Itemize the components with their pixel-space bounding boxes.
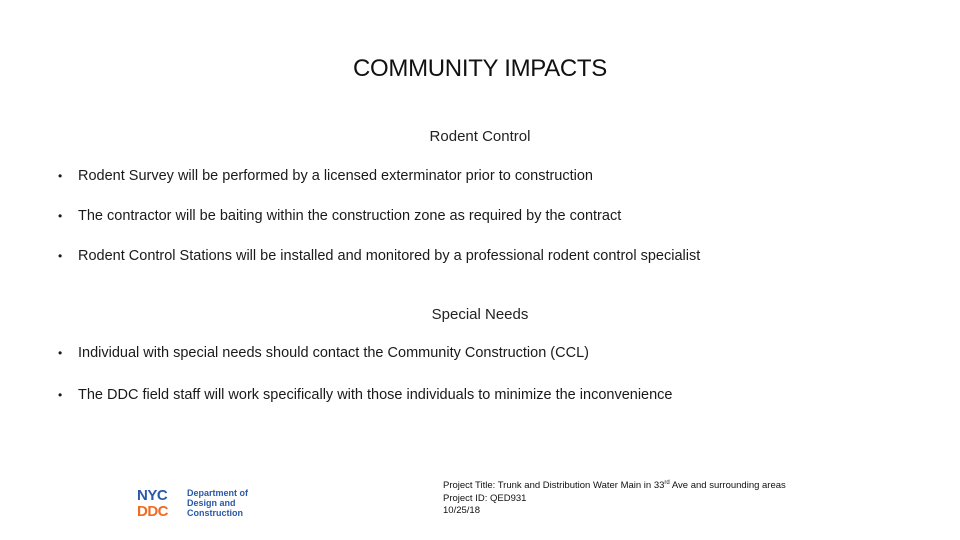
bullet-item (58, 387, 673, 403)
project-title-text-end: Ave and surrounding areas (669, 480, 786, 491)
project-date: 10/25/18 (443, 505, 480, 516)
bullet-item (58, 248, 700, 264)
bullet-text: The contractor will be baiting within the construction zone as required by the contract (78, 208, 622, 224)
bullet-marker: • (58, 346, 63, 360)
logo-nyc-text: NYC (137, 487, 168, 504)
section-heading-rodent-control: Rodent Control (429, 128, 531, 145)
project-id: Project ID: QED931 (443, 492, 527, 504)
bullet-marker: • (58, 209, 63, 223)
bullet-item (58, 345, 589, 361)
project-title-text: Project Title: Trunk and Distribution Water Main in 33 (443, 480, 665, 491)
section-heading-special-needs: Special Needs (431, 306, 529, 323)
logo-dept-line1: Department of (187, 488, 249, 498)
project-title (443, 480, 786, 493)
bullet-text: Rodent Survey will be performed by a licensed exterminator prior to construction (78, 168, 593, 184)
logo-dept-line3: Construction (187, 508, 243, 518)
bullet-item (58, 208, 621, 224)
project-info (443, 480, 786, 518)
nyc-ddc-logo (137, 486, 257, 520)
slide-title: COMMUNITY IMPACTS (352, 55, 607, 82)
logo-dept-line2: Design and (187, 498, 236, 508)
bullet-text: Individual with special needs should contact the Community Construction (CCL) (78, 345, 589, 361)
bullet-item (58, 168, 593, 184)
bullet-marker: • (58, 388, 63, 402)
bullet-text: Rodent Control Stations will be installed and monitored by a professional rodent control specialist (78, 248, 701, 264)
bullet-marker: • (58, 249, 63, 263)
bullet-text: The DDC field staff will work specifically with those individuals to minimize the inconvenience (78, 387, 673, 403)
project-title-superscript: rd (664, 479, 670, 486)
logo-ddc-text: DDC (137, 503, 168, 520)
bullet-marker: • (58, 169, 63, 183)
